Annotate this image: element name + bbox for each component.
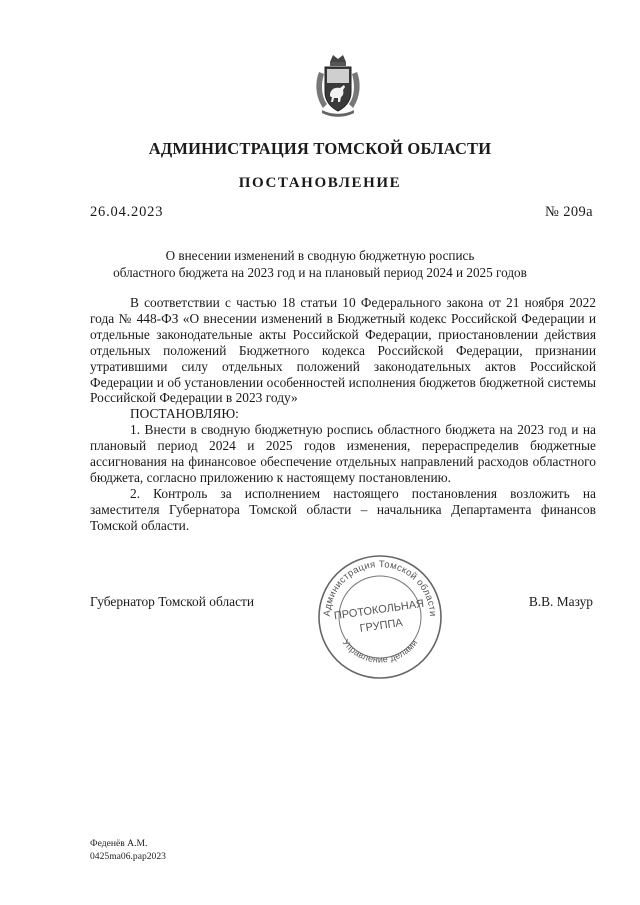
preamble-paragraph: В соответствии с частью 18 статьи 10 Федерального закона от 21 ноября 2022 года № 448-ФЗ «О внесении изменений в Бюджетный кодекс Российской Федерации и отдельные законодательные акты Российской Федерации, приостановлении действия отдельных положений Бюджетного кодекса Российской Федерации, признании утратившими силу отдельных положений законодательных актов Российской Федерации и об установлении особенностей исполнения бюджетов бюджетной системы Российской Федерации в 2023 году» (90, 295, 596, 406)
document-number: № 209а (544, 204, 593, 220)
subject-line-2: областного бюджета на 2023 год и на плановый период 2024 и 2025 годов (113, 265, 527, 280)
stamp-ring-bottom-text: Управление делами (340, 637, 420, 665)
protocol-group-stamp (316, 553, 444, 681)
tomsk-region-coat-of-arms-icon (313, 52, 363, 118)
stamp-ring-top-text: Администрация Томской области (321, 558, 439, 617)
svg-text:Управление делами (341, 637, 420, 664)
document-date: 26.04.2023 (90, 204, 164, 220)
item-2-paragraph: 2. Контроль за исполнением настоящего постановления возложить на заместителя Губернатора Томской области – начальника Департамента финансов Томской области. (90, 485, 596, 533)
document-body (90, 295, 596, 534)
document-subject (60, 247, 580, 281)
stamp-center-line-1: ПРОТОКОЛЬНАЯ (333, 597, 425, 623)
signatory-position: Губернатор Томской области (90, 594, 255, 609)
item-1-paragraph: 1. Внести в сводную бюджетную роспись областного бюджета на 2023 год и на плановый период 2024 и 2025 годов изменения, перераспределив бюджетные ассигнования на финансовое обеспечение отдельных направлений расходов областного бюджета, согласно приложению к настоящему постановлению. (90, 422, 596, 485)
resolve-heading: ПОСТАНОВЛЯЮ: (130, 406, 239, 422)
stamp-center-line-2: ГРУППА (359, 616, 404, 635)
organization-title: АДМИНИСТРАЦИЯ ТОМСКОЙ ОБЛАСТИ (148, 139, 492, 158)
subject-line-1: О внесении изменений в сводную бюджетную роспись (165, 248, 475, 263)
file-reference: 0425ma06.pap2023 (90, 851, 166, 862)
document-type-title: ПОСТАНОВЛЕНИЕ (238, 175, 402, 191)
executor-footer (90, 837, 166, 863)
executor-name: Феденёв А.М. (90, 838, 148, 849)
signatory-name: В.В. Мазур (528, 594, 593, 609)
